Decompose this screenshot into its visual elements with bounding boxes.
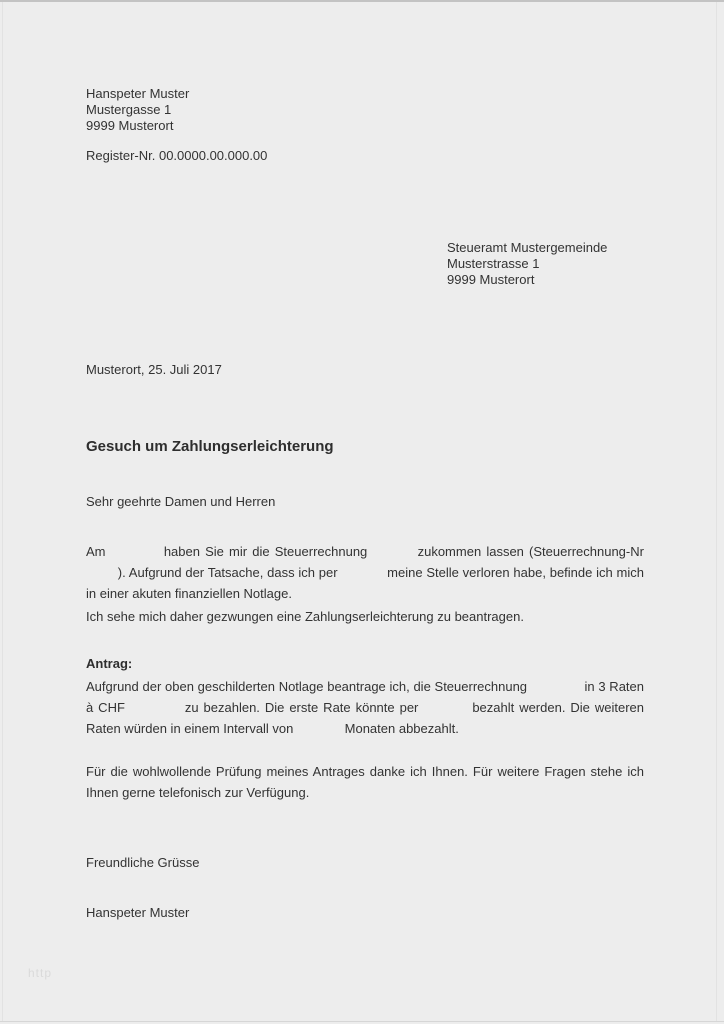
paragraph-text: zu bezahlen. Die erste Rate könnte per	[184, 700, 419, 715]
paragraph-text: meine Stelle verloren habe, befinde ich mich in einer akuten finanziellen Notlage.	[86, 565, 644, 601]
scan-edge-top	[0, 0, 724, 2]
closing-paragraph: Für die wohlwollende Prüfung meines Antrages danke ich Ihnen. Für weitere Fragen stehe ich Ihnen gerne telefonisch zur Verfügung.	[86, 764, 644, 800]
scan-edge-right	[716, 2, 717, 1021]
salutation: Sehr geehrte Damen und Herren	[86, 494, 276, 509]
intro-paragraph	[86, 541, 644, 604]
sender-name: Hanspeter Muster	[86, 86, 190, 101]
blank-fill-in-field	[86, 567, 114, 577]
blank-fill-in-field	[531, 681, 581, 691]
antrag-heading: Antrag:	[86, 656, 133, 671]
recipient-name: Steueramt Mustergemeinde	[447, 240, 608, 255]
paragraph-text: haben Sie mir die Steuerrechnung	[163, 544, 368, 559]
blank-fill-in-field	[111, 546, 159, 556]
blank-fill-in-field	[423, 702, 467, 712]
recipient-street: Musterstrasse 1	[447, 256, 540, 271]
paragraph-text: zukommen lassen (Steuerrechnung-Nr	[417, 544, 644, 559]
date-line: Musterort, 25. Juli 2017	[86, 362, 222, 377]
blank-fill-in-field	[372, 546, 412, 556]
paragraph-text: Aufgrund der oben geschilderten Notlage beantrage ich, die Steuerrechnung	[86, 679, 528, 694]
sender-address-block	[86, 86, 189, 134]
watermark-text: http	[28, 966, 53, 980]
antrag-paragraph	[86, 676, 644, 739]
sender-street: Mustergasse 1	[86, 102, 172, 117]
blank-fill-in-field	[341, 567, 383, 577]
scan-edge-bottom	[0, 1021, 724, 1022]
paragraph-text: bezahlt werden. Die weiteren Raten würden in einem Intervall von	[86, 700, 644, 736]
recipient-address-block	[447, 240, 607, 288]
paragraph-text: in 3 Raten à CHF	[86, 679, 645, 715]
blank-fill-in-field	[130, 702, 180, 712]
recipient-city: 9999 Musterort	[447, 272, 535, 287]
blank-fill-in-field	[297, 723, 341, 733]
scan-edge-left	[2, 2, 3, 1021]
closing-greeting: Freundliche Grüsse	[86, 855, 200, 870]
subject-line: Gesuch um Zahlungserleichterung	[86, 438, 334, 455]
paragraph-text: Monaten abbezahlt.	[344, 721, 459, 736]
sender-city: 9999 Musterort	[86, 118, 174, 133]
request-sentence: Ich sehe mich daher gezwungen eine Zahlungserleichterung zu beantragen.	[86, 609, 524, 624]
paragraph-text: ). Aufgrund der Tatsache, dass ich per	[117, 565, 338, 580]
register-number: Register-Nr. 00.0000.00.000.00	[86, 148, 268, 163]
signature-name: Hanspeter Muster	[86, 905, 190, 920]
paragraph-text: Am	[86, 544, 106, 559]
